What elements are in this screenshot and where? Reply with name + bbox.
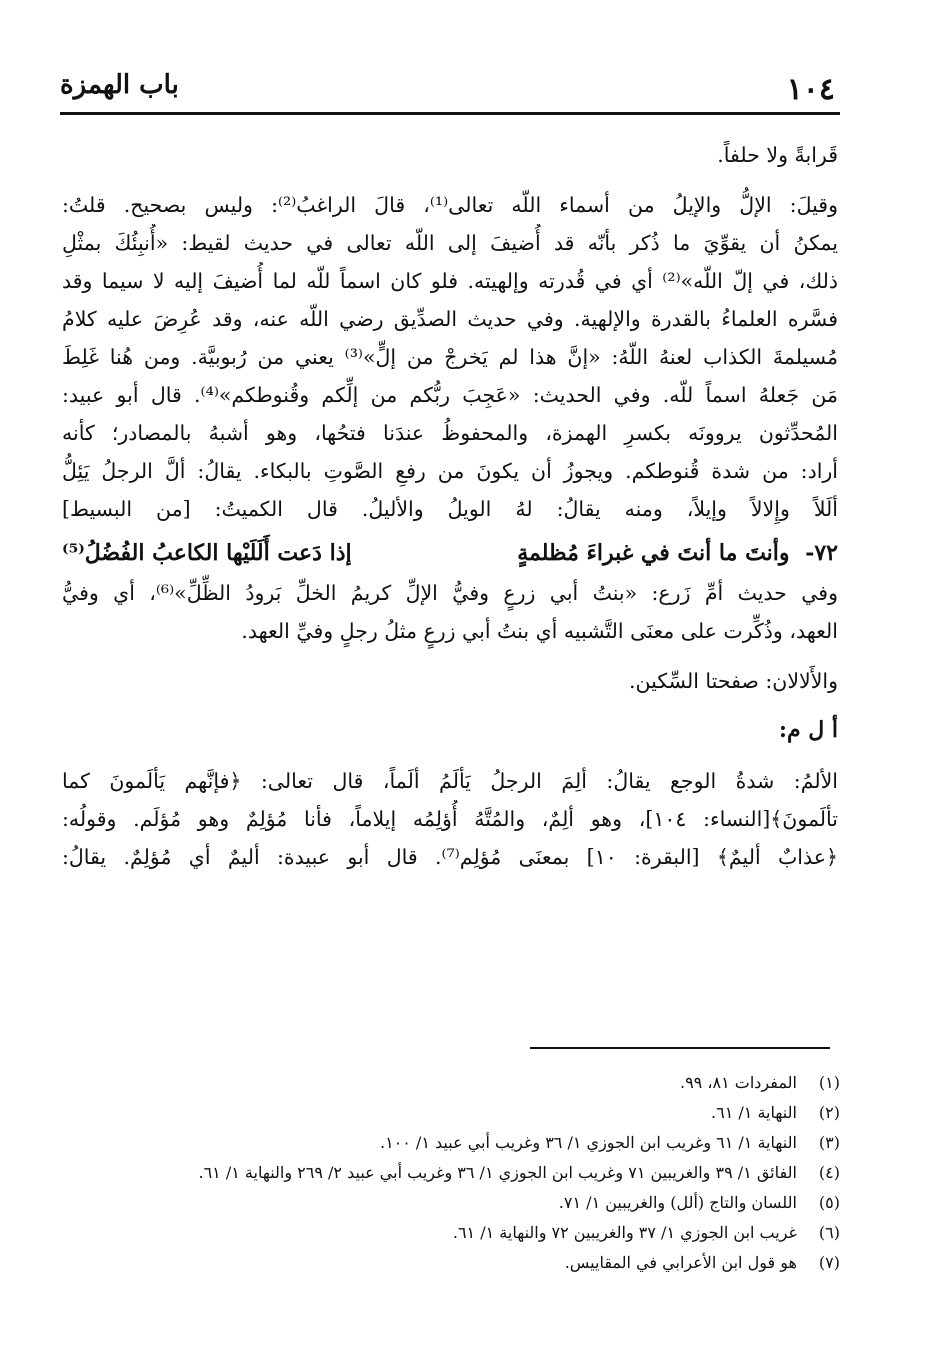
footnote-text: اللسان والتاج (ألل) والغريبين ١/ ٧١.: [558, 1193, 797, 1212]
text-line: تألَمونَ﴾[النساء: ١٠٤]، وهو ألِمٌ، والمُتَّهُ أُؤلِمُه إيلاماً، فأنا مُؤلِمٌ وهو مُؤلَم. وقولُه:: [62, 807, 838, 831]
footnote-text: غريب ابن الجوزي ١/ ٣٧ والغريبين ٧٢ والنهاية ١/ ٦١.: [452, 1223, 797, 1242]
footnote: [60, 1218, 840, 1248]
footnote-number: (١): [818, 1073, 840, 1092]
footnote-text: النهاية ١/ ٦١.: [711, 1103, 797, 1122]
footnote-separator: [530, 1047, 830, 1049]
text-line: قَرابةً ولا حلفاً.: [717, 143, 838, 167]
text-line: مَن جَعلهُ اسماً للّه. وفي الحديث: «عَجِبَ ربُّكم من إلِّكم وقُنوطكم»⁽⁴⁾. قال أبو عبيد:: [62, 383, 838, 407]
footnote: [60, 1188, 840, 1218]
footnote-number: (٥): [818, 1193, 840, 1212]
main-text: [62, 136, 838, 876]
text-line: ﴿عذابٌ أليمٌ﴾ [البقرة: ١٠] بمعنَى مُؤلِم⁽⁷⁾. قال أبو عبيدة: أليمٌ أي مُؤلِمٌ. يقالُ:: [62, 845, 838, 869]
footnote-number: (٢): [818, 1103, 840, 1122]
text-line: العهد، وذُكِّرت على معنَى التَّشبيه أي بنتُ أبي زرعٍ مثلُ رجلٍ وفيِّ العهد.: [241, 619, 838, 643]
footnote-number: (٦): [818, 1223, 840, 1242]
text-line: يمكنُ أن يقوِّيَ ما ذُكر بأنّه قد أُضيفَ إلى اللّه تعالى في حديث لقيط: «أُنبِئُكَ بمثْلِ: [62, 231, 838, 255]
text-line: وفي حديث أمِّ زَرع: «بنتُ أبي زرعٍ وفيُّ الإلِّ كريمُ الخلِّ بَرودُ الظِّلِّ»⁽⁶⁾، أي وفيُّ: [62, 581, 838, 605]
footnote-number: (٤): [818, 1163, 840, 1182]
text-line: الألمُ: شدةُ الوجع يقالُ: ألِمَ الرجلُ يَألَمُ ألَماً، قال تعالى: ﴿فإنَّهم يَألَمونَ كما: [62, 769, 838, 793]
verse-second-hemistich: إذا دَعت أَلَلَيْها الكاعبُ الفُضُلُ⁽⁵⁾: [62, 540, 352, 566]
page-header: [60, 58, 835, 110]
text-line: ذلك، في إلّ اللّه»⁽²⁾ أي في قُدرته وإلهيته. فلو كان اسماً للّه لما أُضيفَ إليه لا سيما وقد: [62, 269, 838, 293]
footnote-text: هو قول ابن الأعرابي في المقاييس.: [564, 1253, 797, 1272]
root-heading: أ ل م:: [778, 717, 838, 743]
page-number: ١٠٤: [786, 72, 835, 107]
text-line: المُحدِّثون يروونَه بكسرِ الهمزة، والمحفوظُ عندَنا فتحُها، وهو أشبهُ بالمصادر؛ كأنه: [62, 421, 838, 445]
text-line: فسَّره العلماءُ بالقدرة والإلهية. وفي حديث الصدِّيق رضي اللّه عنه، وقد عُرِضَ عليه كلامُ: [62, 307, 838, 331]
text-line: والأَلالان: صفحتا السِّكين.: [629, 669, 838, 693]
footnote: [60, 1248, 840, 1278]
text-line: مُسيلمةَ الكذاب لعنهُ اللّهُ: «إنَّ هذا لم يَخرجْ من إلٍّ»⁽³⁾ يعني من رُبوبيَّة. ومن هُنا غَلِطَ: [62, 345, 838, 369]
header-rule: [60, 112, 840, 115]
verse-first-part: [517, 532, 838, 574]
footnote-text: النهاية ١/ ٦١ وغريب ابن الجوزي ١/ ٣٦ وغريب أبي عبيد ١/ ١٠٠.: [379, 1133, 797, 1152]
footnote-text: المفردات ٨١، ٩٩.: [679, 1073, 797, 1092]
footnote: [60, 1068, 840, 1098]
footnote: [60, 1158, 840, 1188]
verse-number: ٧٢-: [805, 540, 838, 566]
footnote-number: (٣): [818, 1133, 840, 1152]
text-line: وقيلَ: الإلُّ والإيلُ من أسماء اللّه تعالى⁽¹⁾، قالَ الراغبُ⁽²⁾: وليس بصحيح. قلتُ:: [62, 193, 838, 217]
chapter-title: باب الهمزة: [60, 70, 179, 100]
footnote: [60, 1098, 840, 1128]
footnote-text: الفائق ١/ ٣٩ والغريبين ٧١ وغريب ابن الجوزي ١/ ٣٦ وغريب أبي عبيد ٢/ ٢٦٩ والنهاية ١/ ٦١.: [198, 1163, 797, 1182]
text-line: ألَلاً وإِلالاً وإيلاً، ومنه يقالُ: لهُ الويلُ والأليلُ. قال الكميتُ: [من البسيط]: [62, 497, 838, 521]
verse-first-hemistich: وأنتَ ما أنتَ في غبراءَ مُظلمةٍ: [517, 540, 790, 566]
footnotes: [60, 1068, 840, 1278]
footnote: [60, 1128, 840, 1158]
text-line: أراد: من شدة قُنوطكم. ويجوزُ أن يكونَ من رفعِ الصَّوتِ بالبكاء. يقالُ: ألَّ الرجلُ يَئِلُّ: [62, 459, 838, 483]
poetry-verse: [62, 532, 838, 574]
footnote-number: (٧): [818, 1253, 840, 1272]
